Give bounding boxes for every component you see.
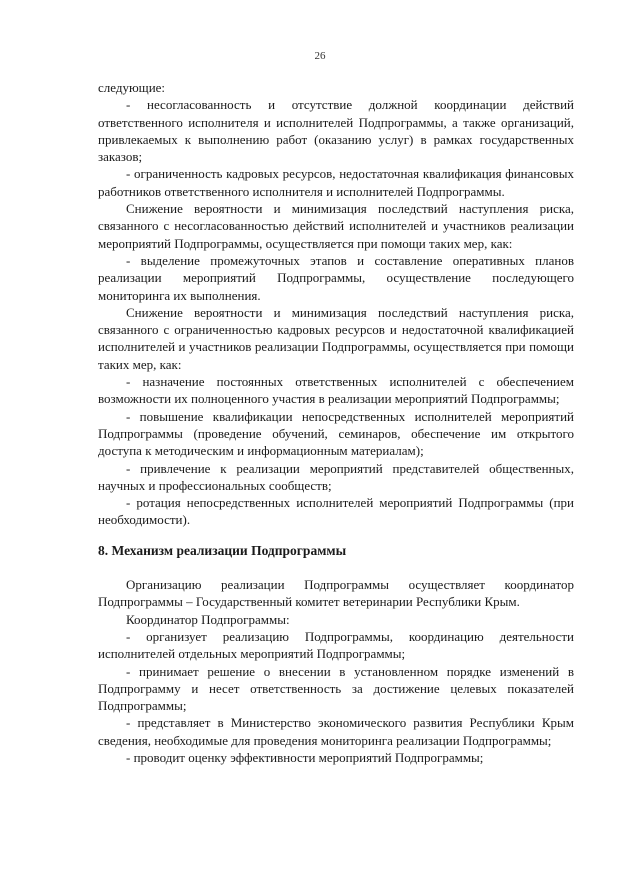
- paragraph: - назначение постоянных ответственных исполнителей с обеспечением возможности их полноценного участия в реализации мероприятий Подпрограммы;: [98, 374, 574, 407]
- paragraph: - проводит оценку эффективности мероприятий Подпрограммы;: [126, 749, 484, 765]
- paragraph: - несогласованность и отсутствие должной координации действий ответственного исполнителя и исполнителей Подпрограммы, а также организаций, привлекаемых к выполнению работ (оказанию услуг) в рамках государственных заказов;: [98, 97, 574, 165]
- paragraph: - организует реализацию Подпрограммы, координацию деятельности исполнителей отдельных мероприятий Подпрограммы;: [98, 628, 574, 662]
- paragraphs-after: [98, 576, 574, 766]
- paragraph: Координатор Подпрограммы:: [126, 611, 290, 627]
- paragraph: - ограниченность кадровых ресурсов, недостаточная квалификация финансовых работников ответственного исполнителя и исполнителей Подпрограммы.: [98, 166, 574, 199]
- document-body: [98, 79, 574, 766]
- paragraph: - представляет в Министерство экономического развития Республики Крым сведения, необходимые для проведения мониторинга реализации Подпрограммы;: [98, 715, 574, 748]
- paragraph: Снижение вероятности и минимизация последствий наступления риска, связанного с несогласованностью действий исполнителей и участников реализации мероприятий Подпрограммы, осуществляется при помощи таких мер, как:: [98, 201, 574, 251]
- section-heading: [98, 542, 574, 559]
- paragraph: следующие:: [98, 80, 166, 95]
- paragraph: - повышение квалификации непосредственных исполнителей мероприятий Подпрограммы (проведение обучений, семинаров, обеспечение им открытого доступа к методическим и информационным материалам);: [98, 408, 574, 459]
- paragraphs-before: [98, 79, 574, 529]
- paragraph: Снижение вероятности и минимизация последствий наступления риска, связанного с ограниченностью кадровых ресурсов и недостаточной квалификацией исполнителей и участников реализации Подпрограммы, осуществляется при помощи таких мер, как:: [98, 304, 574, 372]
- paragraph: - принимает решение о внесении в установленном порядке изменений в Подпрограмму и несет ответственность за достижение целевых показателей Подпрограммы;: [98, 663, 574, 714]
- paragraph: - ротация непосредственных исполнителей мероприятий Подпрограммы (при необходимости).: [98, 495, 574, 528]
- page-number: 26: [314, 50, 326, 62]
- paragraph: - привлечение к реализации мероприятий представителей общественных, научных и профессиональных сообществ;: [98, 460, 574, 493]
- paragraph: - выделение промежуточных этапов и составление оперативных планов реализации мероприятий Подпрограммы, осуществление последующего мониторинга их выполнения.: [98, 252, 574, 303]
- paragraph: Организацию реализации Подпрограммы осуществляет координатор Подпрограммы – Государственный комитет ветеринарии Республики Крым.: [98, 577, 574, 610]
- section-heading-text: 8. Механизм реализации Подпрограммы: [98, 542, 347, 558]
